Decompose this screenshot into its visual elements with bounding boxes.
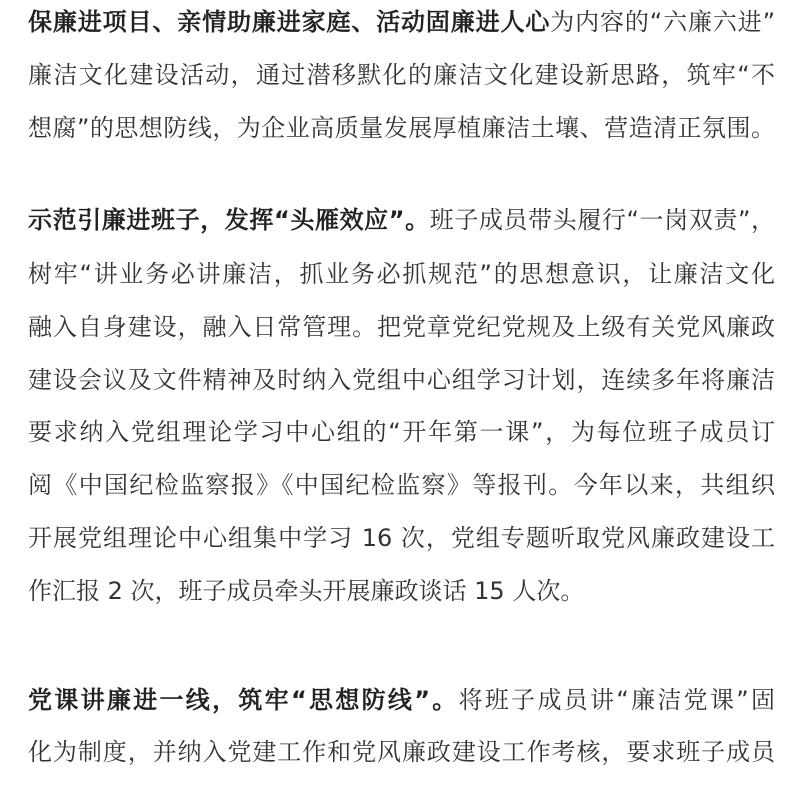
line-text: 为内容的“六廉六进” — [550, 8, 776, 36]
text-line — [28, 257, 775, 291]
text-line — [28, 111, 775, 145]
line-text: 树牢“讲业务必讲廉洁，抓业务必抓规范”的思想意识，让廉洁文化 — [28, 260, 775, 288]
line-text: 想腐”的思想防线，为企业高质量发展厚植廉洁土壤、营造清正氛围。 — [28, 114, 775, 142]
line-text: 要求纳入党组理论学习中心组的“开年第一课”，为每位班子成员订 — [28, 418, 775, 446]
text-line — [28, 363, 775, 397]
text-line — [28, 310, 775, 344]
text-line — [28, 683, 775, 717]
text-line — [28, 574, 775, 608]
bold-lead: 示范引廉进班子，发挥“头雁效应”。 — [28, 206, 430, 234]
text-line — [28, 415, 775, 449]
text-line — [28, 58, 775, 92]
text-line — [28, 521, 775, 555]
text-line — [28, 5, 775, 39]
text-line — [28, 468, 775, 502]
line-text: 建设会议及文件精神及时纳入党组中心组学习计划，连续多年将廉洁 — [28, 366, 775, 394]
bold-lead: 党课讲廉进一线，筑牢“思想防线”。 — [28, 686, 459, 714]
line-text: 化为制度，并纳入党建工作和党风廉政建设工作考核，要求班子成员 — [28, 738, 775, 766]
text-line — [28, 203, 775, 237]
line-text: 阅《中国纪检监察报》《中国纪检监察》等报刊。今年以来，共组织 — [28, 471, 775, 499]
line-text: 班子成员带头履行“一岗双责”， — [429, 206, 775, 234]
line-text: 融入自身建设，融入日常管理。把党章党纪党规及上级有关党风廉政 — [28, 313, 775, 341]
line-text: 将班子成员讲“廉洁党课”固 — [458, 686, 775, 714]
line-text: 廉洁文化建设活动，通过潜移默化的廉洁文化建设新思路，筑牢“不 — [28, 61, 775, 89]
bold-lead: 保廉进项目、亲情助廉进家庭、活动固廉进人心 — [28, 8, 551, 36]
text-line — [28, 735, 775, 769]
line-text: 开展党组理论中心组集中学习 16 次，党组专题听取党风廉政建设工 — [28, 524, 775, 552]
line-text: 作汇报 2 次，班子成员牵头开展廉政谈话 15 人次。 — [28, 577, 585, 605]
